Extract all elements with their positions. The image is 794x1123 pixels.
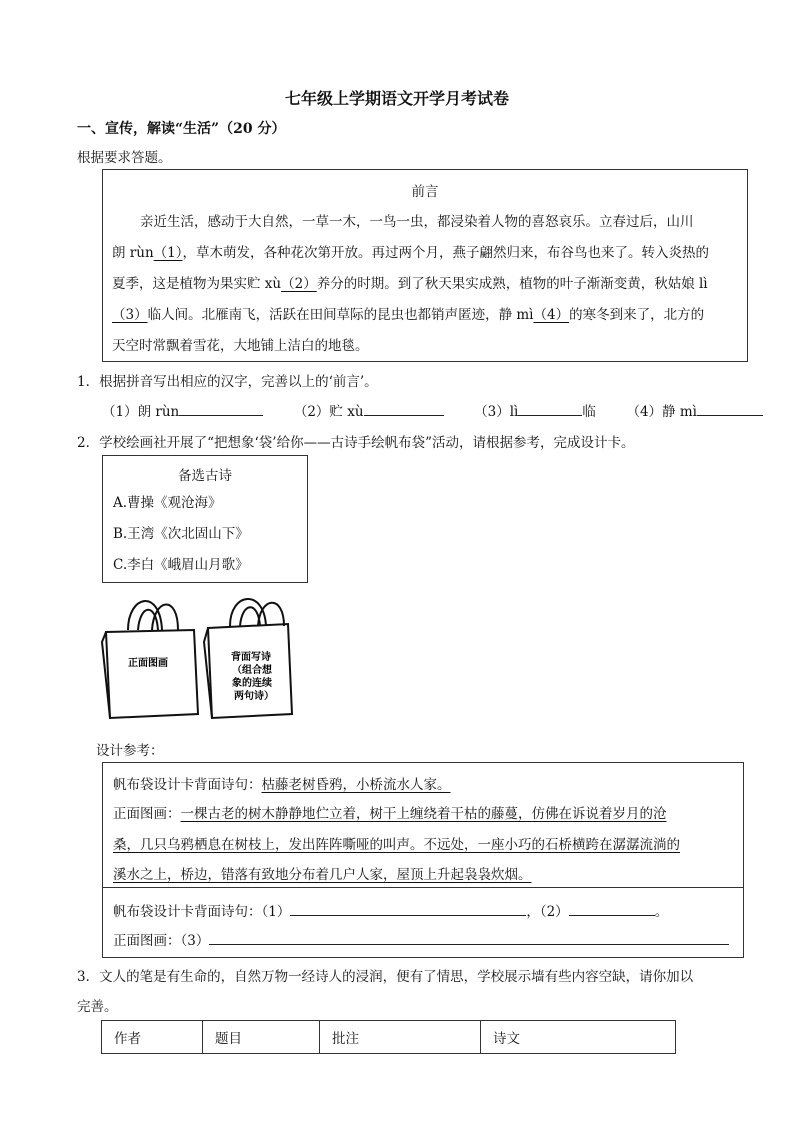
answer-blank-2-label: ，（2） bbox=[526, 904, 569, 920]
sample-back-text: 枯藤老树昏鸦，小桥流水人家。 bbox=[261, 777, 451, 793]
poem-option-c: C.李白《峨眉山月歌》 bbox=[113, 557, 249, 573]
preface-title: 前言 bbox=[411, 184, 439, 200]
card-divider bbox=[103, 887, 743, 888]
q1-item-3: （3）lì bbox=[474, 404, 519, 420]
poem-option-b: B.王湾《次北固山下》 bbox=[113, 526, 249, 542]
answer-blank-1[interactable] bbox=[290, 901, 526, 916]
preface-blank: （1） bbox=[153, 245, 183, 261]
sample-front-line-2: 桑，几只乌鸦栖息在树枝上，发出阵阵嘶哑的叫声。不远处，一座小巧的石桥横跨在潺潺流淌的 bbox=[113, 837, 680, 853]
preface-segment: 朗 rùn bbox=[112, 245, 154, 261]
table-header-author: 作者 bbox=[102, 1021, 203, 1054]
preface-line bbox=[112, 272, 708, 292]
bag-back-label-3: 象的连续 bbox=[232, 678, 272, 689]
section-heading: 一、宣传，解读“生活”（20 分） bbox=[77, 121, 286, 137]
preface-box bbox=[102, 169, 748, 362]
tote-bags-illustration bbox=[98, 590, 298, 722]
sample-front-line-3: 溪水之上，桥边，错落有致地分布着几户人家，屋顶上升起袅袅炊烟。 bbox=[113, 867, 532, 883]
sample-front-row-1 bbox=[113, 802, 667, 822]
poem-option-a: A.曹操《观沧海》 bbox=[113, 495, 222, 511]
preface-line bbox=[112, 241, 709, 261]
bag-back-label-2: （组合想 bbox=[232, 665, 272, 676]
q1-item-2: （2）贮 xù bbox=[293, 404, 364, 420]
preface-line bbox=[112, 303, 704, 323]
q1-item-4: （4）静 mì bbox=[626, 404, 697, 420]
answer-front-label: 正面图画： bbox=[113, 933, 181, 949]
preface-line bbox=[112, 334, 369, 354]
table-header-row bbox=[102, 1021, 676, 1054]
section-instruction: 根据要求答题。 bbox=[77, 150, 172, 166]
answer-front-row bbox=[113, 929, 729, 949]
table-header-annotation: 批注 bbox=[320, 1021, 481, 1054]
answer-back-label: 帆布袋设计卡背面诗句： bbox=[113, 904, 262, 920]
answer-blank-3-label: （3） bbox=[180, 933, 210, 949]
q1-blank-4[interactable] bbox=[697, 401, 763, 416]
q1-item-1: （1）朗 rùn bbox=[102, 404, 180, 420]
sample-front-line-1: 一棵古老的树木静静地伫立着，树干上缠绕着干枯的藤蔓，仿佛在诉说着岁月的沧 bbox=[180, 806, 667, 822]
table-header-poem: 诗文 bbox=[481, 1021, 676, 1054]
question-1: 1．根据拼音写出相应的汉字，完善以上的‘前言’。 bbox=[77, 374, 378, 390]
question-3-line-2: 完善。 bbox=[77, 999, 118, 1015]
q1-answers bbox=[102, 400, 763, 420]
poem-options-box bbox=[102, 455, 308, 583]
preface-blank: （2） bbox=[281, 276, 317, 292]
preface-segment: ，草木萌发，各种花次第开放。再过两个月，燕子翩然归来，布谷鸟也来了。转入炎热的 bbox=[182, 245, 709, 261]
answer-end-mark: 。 bbox=[654, 904, 669, 920]
sample-back-row bbox=[113, 773, 451, 793]
design-reference-label: 设计参考： bbox=[96, 743, 164, 759]
q1-item-3-suffix: 临 bbox=[582, 404, 596, 420]
sample-back-label: 帆布袋设计卡背面诗句： bbox=[113, 777, 262, 793]
preface-segment: 临人间。北雁南飞，活跃在田间草际的昆虫也都销声匿迹，静 mì bbox=[147, 307, 534, 323]
sample-front-label: 正面图画： bbox=[113, 806, 181, 822]
bag-back-label-4: 两句诗） bbox=[234, 691, 274, 702]
preface-blank: （3） bbox=[112, 307, 148, 323]
q1-blank-3[interactable] bbox=[518, 401, 582, 416]
preface-segment: 亲近生活，感动于大自然，一草一木，一鸟一虫，都浸染着人物的喜怒哀乐。立春过后，山川 bbox=[140, 214, 694, 230]
q1-blank-1[interactable] bbox=[179, 401, 263, 416]
answer-blank-1-label: （1） bbox=[261, 904, 291, 920]
preface-segment: 养分的时期。到了秋天果实成熟，植物的叶子渐渐变黄，秋姑娘 lì bbox=[316, 276, 708, 292]
question-2: 2．学校绘画社开展了“把想象‘袋’给你——古诗手绘帆布袋”活动，请根据参考，完成设计卡。 bbox=[77, 435, 635, 451]
question-3-line-1: 3．文人的笔是有生命的，自然万物一经诗人的浸润，便有了情思，学校展示墙有些内容空缺，请你加以 bbox=[77, 969, 694, 985]
poem-table bbox=[101, 1020, 676, 1054]
page-title: 七年级上学期语文开学月考试卷 bbox=[284, 89, 509, 108]
table-header-title: 题目 bbox=[203, 1021, 320, 1054]
q1-blank-2[interactable] bbox=[364, 401, 444, 416]
bag-back-label-1: 背面写诗 bbox=[231, 652, 271, 663]
answer-blank-2[interactable] bbox=[569, 901, 655, 916]
poem-options-title: 备选古诗 bbox=[178, 468, 232, 484]
design-card bbox=[102, 762, 744, 958]
preface-segment: 夏季，这是植物为果实贮 xù bbox=[112, 276, 282, 292]
preface-blank: （4） bbox=[533, 307, 570, 323]
preface-segment: 天空时常飘着雪花，大地铺上洁白的地毯。 bbox=[112, 338, 369, 354]
bag-front-label: 正面图画 bbox=[128, 658, 168, 669]
answer-back-row bbox=[113, 900, 668, 920]
preface-line bbox=[140, 210, 694, 230]
answer-blank-3[interactable] bbox=[209, 930, 729, 945]
preface-segment: 的寒冬到来了，北方的 bbox=[569, 307, 705, 323]
